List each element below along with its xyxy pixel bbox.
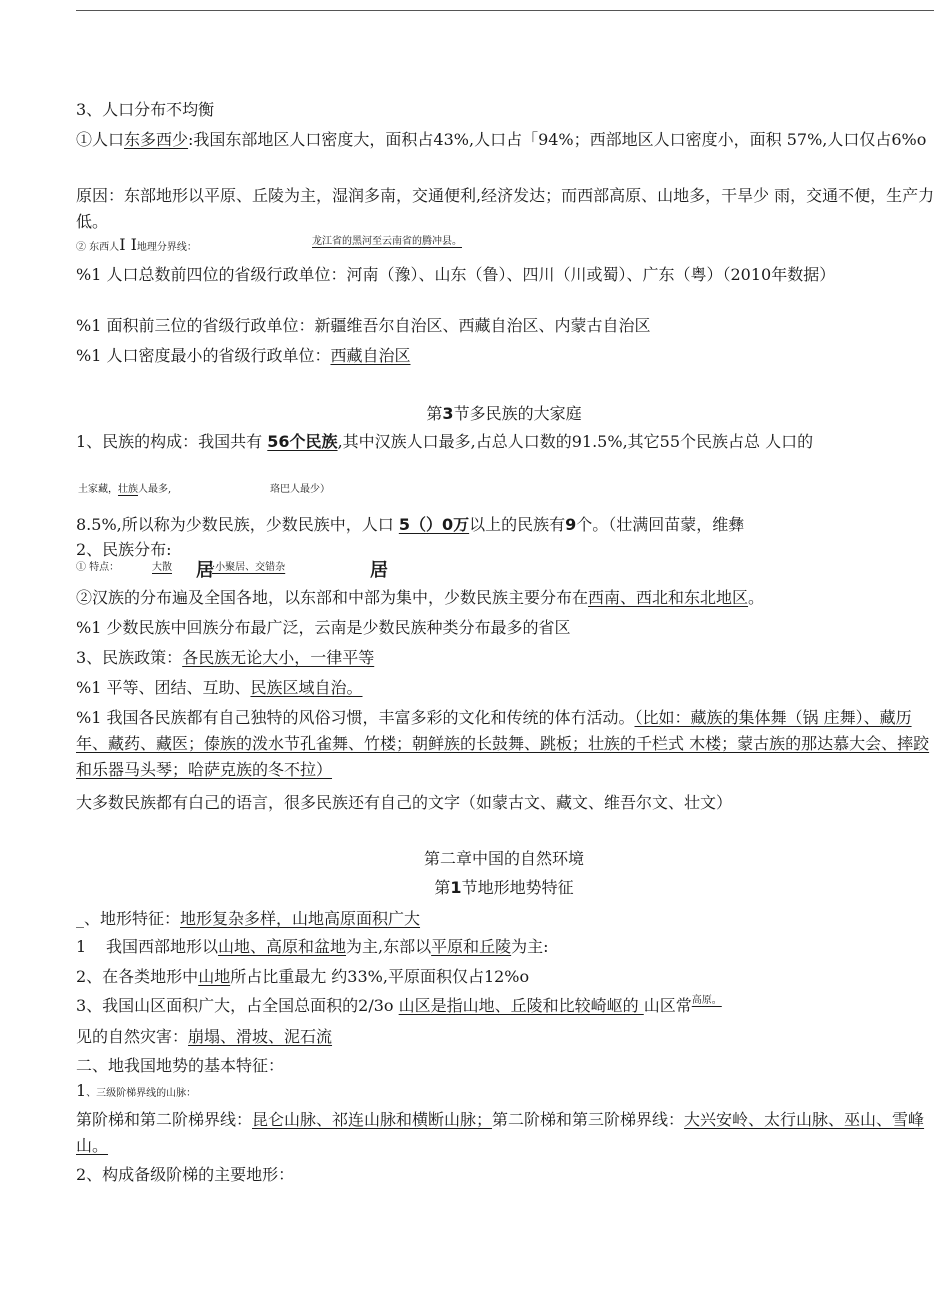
item-top-area-provinces: %1 面积前三位的省级行政单位：新疆维吾尔自治区、西藏自治区、内蒙古自治区 bbox=[76, 316, 651, 335]
paragraph-han-distribution: ②汉族的分布遍及全国各地，以东部和中部为集中，少数民族主要分布在西南、西北和东北地区。 bbox=[76, 588, 765, 607]
item-hui-yunnan: %1 少数民族中回族分布最广泛，云南是少数民族种类分布最多的省区 bbox=[76, 618, 571, 637]
heading-population-distribution: 3、人口分布不均衡 bbox=[76, 100, 215, 119]
heading-step-landforms: 2、构成备级阶梯的主要地形： bbox=[76, 1165, 295, 1184]
heading-ethnic-policy: 3、民族政策：各民族无论大小，一律平等 bbox=[76, 648, 375, 667]
heading-step-boundaries: 1、三级阶梯界线的山脉： bbox=[76, 1081, 197, 1100]
item-least-dense-province: %1 人口密度最小的省级行政单位：西藏自治区 bbox=[76, 346, 411, 365]
item-mountain-area: 3、我国山区面积广大，占全国总面积的2/3o 山区是指山地、丘陵和比较崎岖的 山区常$^{高原。}$ bbox=[76, 995, 722, 1015]
section-title-terrain: 第1节地形地势特征 bbox=[434, 878, 574, 897]
chapter-title-natural-environment: 第二章中国的自然环境 bbox=[423, 849, 584, 868]
item-natural-disasters: 见的自然灾害：崩塌、滑坡、泥石流 bbox=[76, 1027, 333, 1046]
paragraph-ethnic-composition: 1、民族的构成：我国共有 56个民族,其中汉族人口最多,占总人口数的91.5%,其它55个民族占总 人口的 bbox=[76, 432, 814, 451]
item-west-east-terrain: 1 我国西部地形以山地、高原和盆地为主,东部以平原和丘陵为主: bbox=[76, 937, 549, 956]
heading-terrain-features: _、地形特征：地形复杂多样，山地高原面积广大 bbox=[76, 909, 421, 928]
item-top-population-provinces: %1 人口总数前四位的省级行政单位：河南（豫）、山东（鲁）、四川（川或蜀）、广东（粤）（2010年数据） bbox=[76, 265, 836, 284]
paragraph-east-west: ①人口东多西少:我国东部地区人口密度大，面积占43%,人口占「94%；西部地区人口密度小，面积 57%,人口仅占6%o bbox=[76, 130, 927, 149]
item-mountain-proportion: 2、在各类地形中山地所占比重最尢 约33%,平原面积仅占12%o bbox=[76, 967, 530, 986]
ethnic-note: 土家藏，壮族人最多, 珞巴人最少） bbox=[78, 484, 330, 495]
heading-terrain-steps: 二、地我国地势的基本特征： bbox=[76, 1056, 285, 1075]
paragraph-minority-percent: 8.5%,所以称为少数民族，少数民族中，人口 5（）0万以上的民族有9个。（壮满回苗蒙，维彝 bbox=[76, 515, 745, 534]
paragraph-step-boundaries: 第阶梯和第二阶梯界线：昆仑山脉、祁连山脉和横断山脉；第二阶梯和第三阶梯界线：大兴安岭、太行山脉、巫山、雪峰山。 bbox=[76, 1110, 925, 1155]
boundary-line-note: ② 东西人I I地理分界线： 龙江省的黑河至云南省的腾冲县。 bbox=[76, 235, 462, 254]
paragraph-customs: %1 我国各民族都有自己独特的风俗习惯，丰富多彩的文化和传统的体冇活动。（比如：藏族的集体舞（锅 庄舞）、藏历年、藏药、藏医；傣族的泼水节孔雀舞、竹楼；朝鲜族的长鼓舞、跳板；壮族的千栏式 木楼；蒙古族的那达慕大会、摔跤和乐器马头琴；哈萨克族的冬不拉） bbox=[76, 708, 930, 779]
header-rule bbox=[76, 10, 934, 11]
paragraph-reasons: 原因：东部地形以平原、丘陵为主，湿润多南，交通便利,经济发达；而西部高原、山地多，干旱少 雨，交通不便，生产力低。 bbox=[76, 186, 935, 231]
paragraph-languages: 大多数民族都有白己的语言，很多民族还有自己的文字（如蒙古文、藏文、维吾尔文、壮文） bbox=[76, 793, 733, 812]
item-policy-principles: %1 平等、团结、互助、民族区域自治。 bbox=[76, 678, 363, 697]
heading-ethnic-distribution: 2、民族分布: bbox=[76, 540, 172, 559]
distribution-features: ① 特点： 大散 居 ·小聚居、交错杂 居 bbox=[76, 560, 388, 581]
section-title-ethnic-groups: 第3节多民族的大家庭 bbox=[426, 404, 582, 423]
